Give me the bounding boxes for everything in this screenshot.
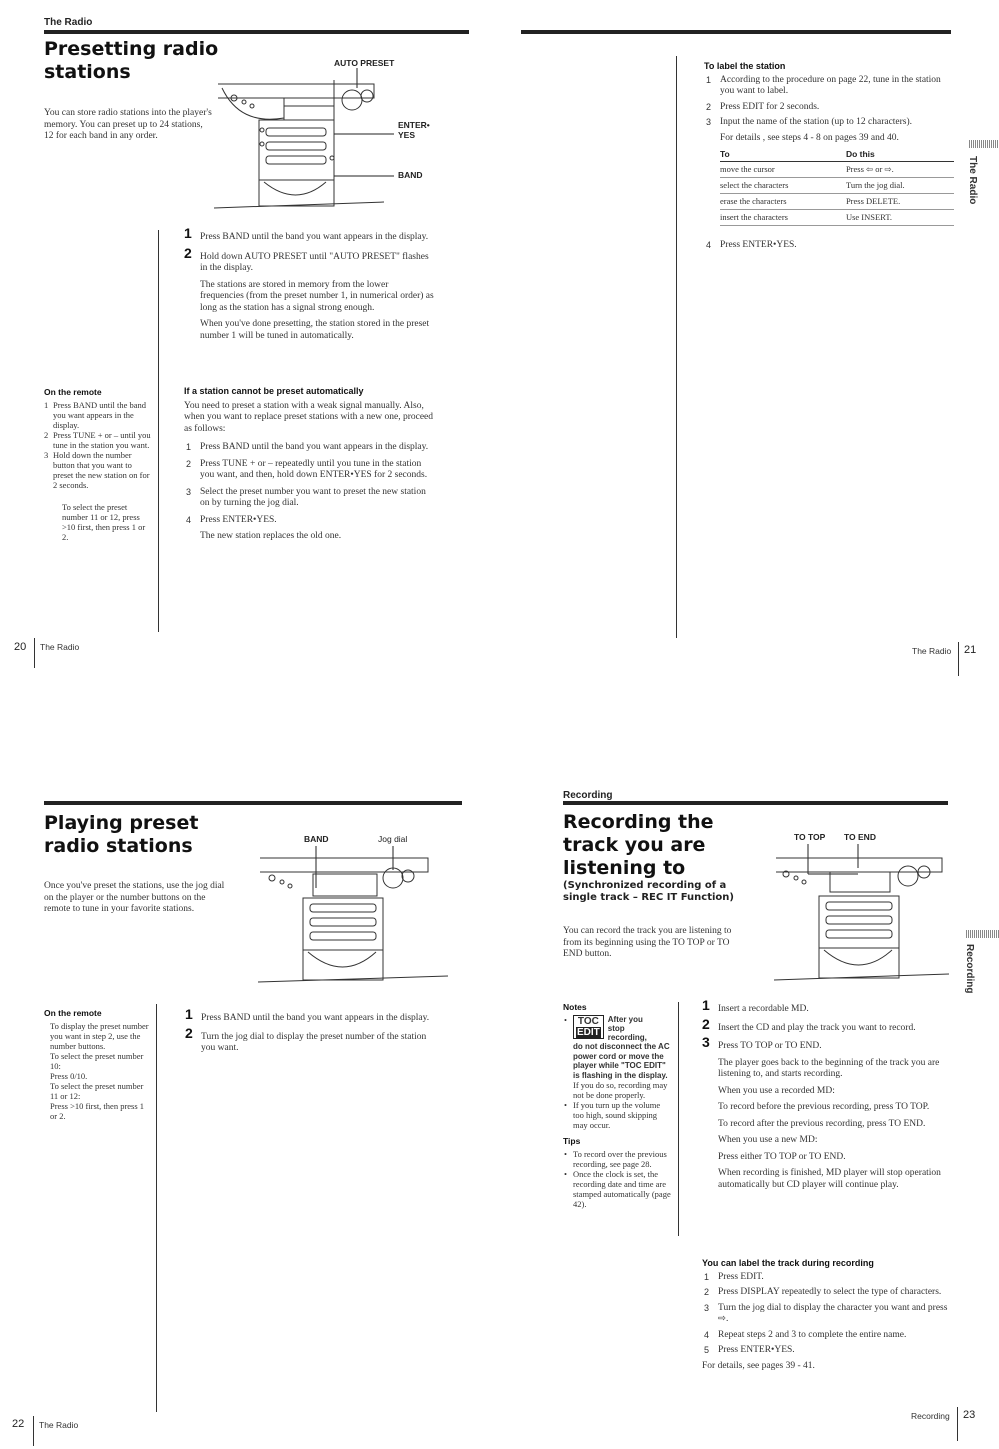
edit-functions-table — [720, 148, 954, 226]
p22-remote-heading: On the remote — [44, 1008, 102, 1018]
col-do-this: Do this — [846, 148, 954, 162]
label-band: BAND — [304, 834, 329, 844]
p21-details: For details , see steps 4 - 8 on pages 39 and 40. — [720, 132, 899, 143]
p23-step3-para: When you use a new MD: — [718, 1135, 818, 1145]
stereo-illustration — [214, 58, 474, 218]
p20-remote-note: To select the preset number 11 or 12, press >10 first, then press 1 or 2. — [62, 502, 146, 543]
p22-header-rule — [44, 801, 462, 805]
p23-label-step: 2 Press DISPLAY repeatedly to select the type of characters. — [704, 1287, 942, 1298]
p23-device-diagram — [774, 828, 954, 988]
p23-step3-para: When recording is finished, MD player will stop operation automatically but CD player will continue play. — [718, 1168, 941, 1190]
toc-edit-indicator: • TOC EDIT — [573, 1015, 604, 1039]
p22-title — [44, 812, 198, 858]
label-auto-preset: AUTO PRESET — [334, 58, 395, 68]
table-row: erase the characters Press DELETE. — [720, 194, 954, 210]
p21-edit-table — [704, 148, 954, 226]
p20-device-diagram — [214, 58, 474, 218]
p23-folio: Recording — [911, 1411, 950, 1421]
p23-step-1: 1 Insert a recordable MD. — [702, 997, 809, 1014]
label-to-end: TO END — [844, 832, 876, 842]
label-to-top: TO TOP — [794, 832, 826, 842]
p23-label-step: 3 Turn the jog dial to display the character you want and press ⇨. — [704, 1302, 948, 1325]
p23-column-divider — [678, 1002, 679, 1236]
p21-step-4: 4 Press ENTER•YES. — [706, 240, 797, 251]
p23-label-step: 1 Press EDIT. — [704, 1271, 764, 1282]
p23-subtitle-line1: (Synchronized recording of a — [563, 880, 727, 891]
p22-remote-line: To display the preset number you want in step 2, use the number buttons. — [50, 1021, 149, 1052]
p22-folio: The Radio — [39, 1420, 79, 1430]
p23-thumb-tab-marker — [966, 930, 999, 938]
p21-header-rule — [521, 30, 951, 34]
p21-side-tab: The Radio — [967, 156, 978, 205]
p22-step-2: 2 Turn the jog dial to display the preset number of the station you want. — [185, 1024, 427, 1053]
label-band: BAND — [398, 170, 423, 180]
p23-step3-para: To record after the previous recording, press TO END. — [718, 1118, 926, 1129]
p23-title-line1: Recording the — [563, 811, 714, 833]
p20-title — [44, 38, 218, 84]
p22-device-diagram — [258, 832, 458, 992]
p23-label-heading: You can label the track during recording — [702, 1258, 874, 1268]
p23-step3-para: Press either TO TOP or TO END. — [718, 1151, 846, 1162]
p23-intro: You can record the track you are listening to from its beginning using the TO TOP or TO END button. — [563, 926, 732, 959]
p23-notes-heading: Notes — [563, 1002, 587, 1012]
p23-label-step: 5 Press ENTER•YES. — [704, 1345, 795, 1356]
label-enter: ENTER• — [398, 120, 430, 130]
p22-remote-sidebar — [44, 1008, 150, 1121]
p23-step3-para: When you use a recorded MD: — [718, 1085, 835, 1096]
p22-folio-rule — [33, 1416, 34, 1446]
p21-label-heading: To label the station — [704, 61, 786, 71]
p21-step: 2 Press EDIT for 2 seconds. — [706, 101, 820, 112]
p23-title-line2: track you are — [563, 834, 706, 856]
p20-steps — [184, 225, 434, 347]
p20-manual-after: The new station replaces the old one. — [200, 531, 342, 542]
p22-remote-line: Press 0/10. — [50, 1071, 88, 1082]
p22-remote-line: Press >10 first, then press 1 or 2. — [50, 1101, 145, 1122]
p20-folio: The Radio — [40, 642, 80, 652]
p21-page-number: 21 — [964, 644, 977, 656]
p20-step-1: 1 Press BAND until the band you want appears in the display. — [184, 225, 429, 242]
p20-title-line1: Presetting radio — [44, 38, 219, 60]
p23-step3-para: The player goes back to the beginning of the track you are listening to, and starts recording. — [718, 1057, 940, 1079]
p23-step3-para: To record before the previous recording, press TO TOP. — [718, 1102, 930, 1112]
p20-column-divider — [158, 230, 159, 632]
p23-section-header: Recording — [563, 790, 613, 801]
p23-folio-rule — [957, 1407, 958, 1441]
p20-manual-step: 3 Select the preset number you want to preset the new station on by turning the jog dial. — [186, 486, 426, 509]
p21-folio: The Radio — [912, 646, 952, 656]
p20-header-rule — [44, 30, 469, 34]
p23-title — [563, 811, 714, 880]
p22-title-line2: radio stations — [44, 835, 193, 857]
p23-steps — [702, 997, 952, 1196]
p23-subtitle — [563, 880, 734, 904]
label-jog-dial: Jog dial — [378, 834, 408, 844]
stereo-illustration — [258, 832, 458, 992]
table-row: insert the characters Use INSERT. — [720, 210, 954, 226]
p23-header-rule — [563, 801, 948, 805]
p23-title-line3: listening to — [563, 857, 686, 879]
p23-subtitle-line2: single track – REC IT Function) — [563, 892, 734, 903]
p23-step-3: 3 Press TO TOP or TO END. — [702, 1034, 822, 1051]
p23-note-2: • If you turn up the volume too high, sound skipping may occur. — [563, 1100, 671, 1130]
table-row: move the cursor Press ⇦ or ⇨. — [720, 162, 954, 178]
p20-folio-rule — [34, 638, 35, 668]
p22-remote-line: To select the preset number 10: — [50, 1051, 144, 1072]
p23-tip: • Once the clock is set, the recording date and time are stamped automatically (page 42). — [563, 1169, 671, 1209]
p20-manual-preset — [184, 386, 434, 548]
p22-remote-line: To select the preset number 11 or 12: — [50, 1081, 144, 1102]
p21-folio-rule — [958, 642, 959, 676]
p20-remote-item: 3 Hold down the number button that you want to preset the new station on for 2 seconds. — [44, 450, 150, 491]
p21-column-divider — [676, 56, 677, 638]
p20-intro: You can store radio stations into the player's memory. You can preset up to 24 stations, 12 for each band in any order. — [44, 108, 212, 141]
p20-title-line2: stations — [44, 61, 131, 83]
p21-label-station — [704, 61, 954, 257]
p21-step: 1 According to the procedure on page 22, tune in the station you want to label. — [706, 74, 941, 97]
p23-label-during-recording — [702, 1258, 952, 1377]
p22-title-line1: Playing preset — [44, 812, 199, 834]
p23-step-2: 2 Insert the CD and play the track you want to record. — [702, 1015, 916, 1033]
p20-section-header: The Radio — [44, 17, 93, 28]
p21-thumb-tab-marker — [969, 140, 999, 148]
p20-manual-intro: You need to preset a station with a weak signal manually. Also, when you want to replace preset stations with a new one, proceed as follows: — [184, 400, 434, 434]
p20-manual-step: 2 Press TUNE + or – repeatedly until you tune in the station you want, and then, hold down ENTER•YES for 2 seconds. — [186, 458, 428, 481]
p20-manual-step: 1 Press BAND until the band you want appears in the display. — [186, 442, 429, 453]
p22-page-number: 22 — [12, 1418, 25, 1430]
p22-column-divider — [156, 1004, 157, 1412]
p23-side-tab: Recording — [964, 944, 975, 994]
p20-remote-item: 2 Press TUNE + or – until you tune in the station you want. — [44, 430, 151, 451]
p20-remote-item: 1 Press BAND until the band you want appears in the display. — [44, 400, 147, 431]
p22-steps — [185, 1006, 435, 1055]
p21-step: 3 Input the name of the station (up to 12 characters). — [706, 117, 913, 128]
p20-step2-para: The stations are stored in memory from the lower frequencies (from the preset number 1, in numerical order) as long as the station has a signal strong enough. — [200, 279, 434, 313]
p22-step-1: 1 Press BAND until the band you want appears in the display. — [185, 1006, 430, 1023]
p23-label-step: 4 Repeat steps 2 and 3 to complete the entire name. — [704, 1329, 907, 1340]
p23-tips-heading: Tips — [563, 1136, 581, 1147]
p20-step2-para: When you've done presetting, the station stored in the preset number 1 will be tuned in automatically. — [200, 319, 430, 341]
col-to: To — [720, 148, 846, 162]
label-yes: YES — [398, 130, 416, 140]
p20-manual-step: 4 Press ENTER•YES. — [186, 514, 277, 525]
p22-intro: Once you've preset the stations, use the jog dial on the player or the number buttons on the remote to tune in your favorite stations. — [44, 881, 225, 914]
p23-tip: • To record over the previous recording, see page 28. — [563, 1149, 671, 1169]
stereo-illustration — [774, 828, 954, 988]
p20-manual-heading: If a station cannot be preset automatically — [184, 386, 364, 396]
table-row: select the characters Turn the jog dial. — [720, 178, 954, 194]
p20-page-number: 20 — [14, 641, 27, 653]
p23-notes — [563, 1002, 671, 1209]
p20-step-2: 2 Hold down AUTO PRESET until "AUTO PRESET" flashes in the display. — [184, 244, 429, 273]
p23-note-1: • TOC EDIT After you stop recording, do not disconnect the AC power cord or move the player while "TOC EDIT" is flashing in the display. If you do so, recording may not be done properly. — [563, 1015, 671, 1100]
p20-remote-heading: On the remote — [44, 387, 102, 397]
p23-details: For details, see pages 39 - 41. — [702, 1360, 815, 1371]
p20-remote-sidebar — [44, 387, 152, 542]
p23-page-number: 23 — [963, 1409, 976, 1421]
